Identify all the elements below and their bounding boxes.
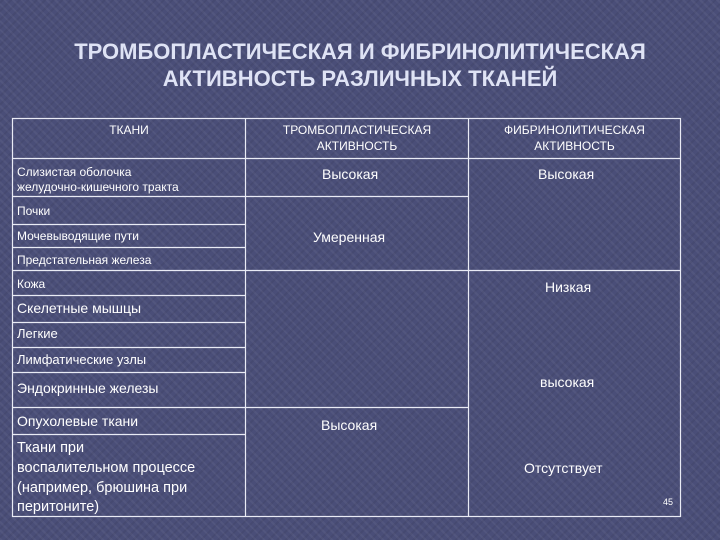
tissue-prostate: Предстательная железа	[17, 253, 152, 267]
header-thromboplastic-line-1: ТРОМБОПЛАСТИЧЕСКАЯ	[282, 123, 432, 137]
slide-title-line-2: АКТИВНОСТЬ РАЗЛИЧНЫХ ТКАНЕЙ	[162, 66, 558, 91]
tissue-urinary-tract: Мочевыводящие пути	[17, 229, 139, 243]
header-fibrinolytic-line-1: ФИБРИНОЛИТИЧЕСКАЯ	[504, 123, 645, 137]
tissue-endocrine-glands: Эндокринные железы	[17, 380, 159, 396]
slide-title-line-1: ТРОМБОПЛАСТИЧЕСКАЯ И ФИБРИНОЛИТИЧЕСКАЯ	[74, 39, 646, 64]
tissue-mucosa-line-1: Слизистая оболочка	[17, 165, 132, 179]
tissue-kidneys: Почки	[17, 204, 51, 218]
tissue-inflammation-line-1: Ткани при	[17, 440, 85, 456]
header-thromboplastic-line-2: АКТИВНОСТЬ	[316, 139, 398, 153]
tissue-skin: Кожа	[17, 277, 46, 291]
tissue-lymph-nodes: Лимфатические узлы	[17, 352, 147, 367]
header-fibrinolytic-line-2: АКТИВНОСТЬ	[534, 139, 615, 153]
tissue-mucosa-line-2: желудочно-кишечного тракта	[17, 180, 179, 194]
page-number: 45	[663, 497, 674, 507]
tissue-inflammation-line-3: (например, брюшина при	[17, 480, 188, 496]
thromboplastic-high-value: Высокая	[322, 166, 379, 182]
tissue-lungs: Легкие	[17, 326, 58, 341]
fibrinolytic-absent-value: Отсутствует	[524, 460, 603, 476]
fibrinolytic-high-value: Высокая	[538, 166, 595, 182]
fibrinolytic-high-value-2: высокая	[540, 374, 595, 390]
tissue-skeletal-muscles: Скелетные мышцы	[17, 300, 142, 316]
tissue-inflammation-line-2: воспалительном процессе	[17, 460, 196, 476]
header-tissues: ТКАНИ	[109, 123, 149, 137]
thromboplastic-high-value-2: Высокая	[321, 417, 378, 433]
tissue-tumor: Опухолевые ткани	[17, 413, 139, 429]
fibrinolytic-low-value: Низкая	[545, 279, 592, 295]
thromboplastic-moderate-value: Умеренная	[313, 229, 386, 245]
tissue-inflammation-line-4: перитоните)	[17, 499, 100, 515]
